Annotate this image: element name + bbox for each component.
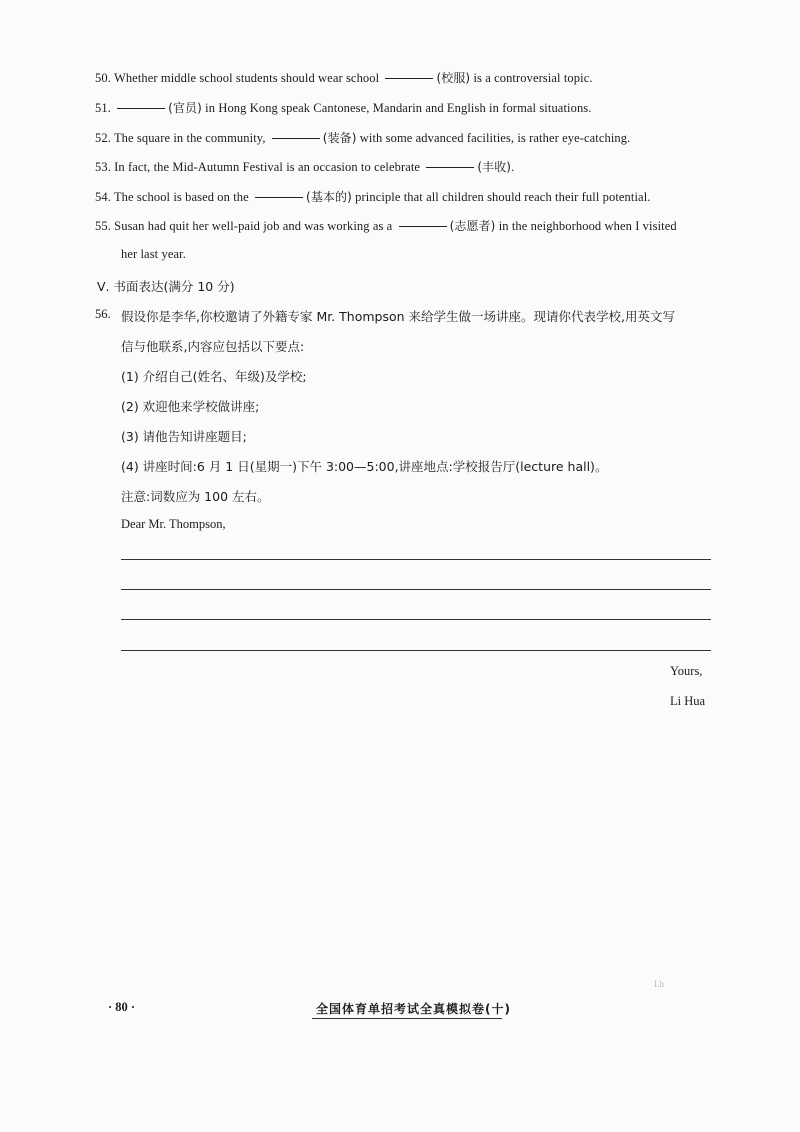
writing-line[interactable] bbox=[121, 589, 711, 590]
answer-blank[interactable] bbox=[399, 226, 447, 227]
question-text-before: Whether middle school students should wear school bbox=[113, 71, 380, 85]
faint-mark: Lh bbox=[654, 979, 664, 989]
chinese-hint: (志愿者) bbox=[449, 219, 496, 233]
page-number: · 80 · bbox=[108, 1000, 136, 1014]
question-50 bbox=[95, 69, 593, 86]
writing-prompt-line-1: 假设你是李华,你校邀请了外籍专家 Mr. Thompson 来给学生做一场讲座。现请你代表学校,用英文写 bbox=[121, 309, 676, 324]
letter-salutation: Dear Mr. Thompson, bbox=[121, 517, 226, 531]
question-text-before: The school is based on the bbox=[113, 190, 249, 204]
section-heading: Ⅴ. 书面表达(满分 10 分) bbox=[97, 279, 235, 294]
question-text-after: in Hong Kong speak Cantonese, Mandarin and English in formal situations. bbox=[205, 101, 592, 115]
question-number: 52. bbox=[95, 131, 111, 145]
writing-point-2: (2) 欢迎他来学校做讲座; bbox=[121, 399, 260, 414]
question-number: 54. bbox=[95, 190, 111, 204]
writing-point-1: (1) 介绍自己(姓名、年级)及学校; bbox=[121, 369, 307, 384]
footer-title: 全国体育单招考试全真模拟卷(十) bbox=[316, 1002, 511, 1016]
chinese-hint: (官员) bbox=[168, 101, 202, 115]
chinese-hint: (基本的) bbox=[306, 190, 352, 204]
question-number: 55. bbox=[95, 219, 111, 233]
question-text-after: . bbox=[511, 160, 515, 174]
question-number: 50. bbox=[95, 71, 111, 85]
answer-blank[interactable] bbox=[117, 108, 165, 109]
question-52 bbox=[95, 129, 630, 146]
question-54 bbox=[95, 188, 651, 205]
question-text-after: principle that all children should reach their full potential. bbox=[355, 190, 651, 204]
question-text-before: The square in the community, bbox=[113, 131, 266, 145]
answer-blank[interactable] bbox=[272, 138, 320, 139]
question-text-after: with some advanced facilities, is rather eye-catching. bbox=[359, 131, 631, 145]
writing-line[interactable] bbox=[121, 619, 711, 620]
answer-blank[interactable] bbox=[255, 197, 303, 198]
chinese-hint: (丰收) bbox=[477, 160, 512, 174]
question-53 bbox=[95, 158, 514, 175]
question-55-continuation: her last year. bbox=[121, 247, 186, 261]
chinese-hint: (装备) bbox=[322, 131, 357, 145]
chinese-hint: (校服) bbox=[436, 71, 471, 85]
question-text-before: Susan had quit her well-paid job and was working as a bbox=[114, 219, 393, 233]
writing-point-4: (4) 讲座时间:6 月 1 日(星期一)下午 3:00—5:00,讲座地点:学校报告厅(lecture hall)。 bbox=[121, 459, 608, 474]
question-text-before: In fact, the Mid-Autumn Festival is an occasion to celebrate bbox=[114, 160, 421, 174]
question-number: 51. bbox=[95, 101, 111, 115]
writing-number: 56. bbox=[95, 307, 111, 321]
question-55 bbox=[95, 217, 677, 234]
writing-point-3: (3) 请他告知讲座题目; bbox=[121, 429, 247, 444]
answer-blank[interactable] bbox=[385, 78, 433, 79]
writing-line[interactable] bbox=[121, 559, 711, 560]
writing-line[interactable] bbox=[121, 650, 711, 651]
word-count-note: 注意:词数应为 100 左右。 bbox=[121, 489, 270, 504]
question-51 bbox=[95, 99, 591, 116]
letter-closing: Yours, bbox=[670, 664, 703, 678]
answer-blank[interactable] bbox=[426, 167, 474, 168]
question-number: 53. bbox=[95, 160, 111, 174]
writing-prompt-line-2: 信与他联系,内容应包括以下要点: bbox=[121, 339, 305, 354]
footer-underline bbox=[312, 1018, 502, 1019]
question-text-after: is a controversial topic. bbox=[473, 71, 593, 85]
letter-signature: Li Hua bbox=[670, 694, 706, 708]
question-text-after: in the neighborhood when I visited bbox=[498, 219, 677, 233]
